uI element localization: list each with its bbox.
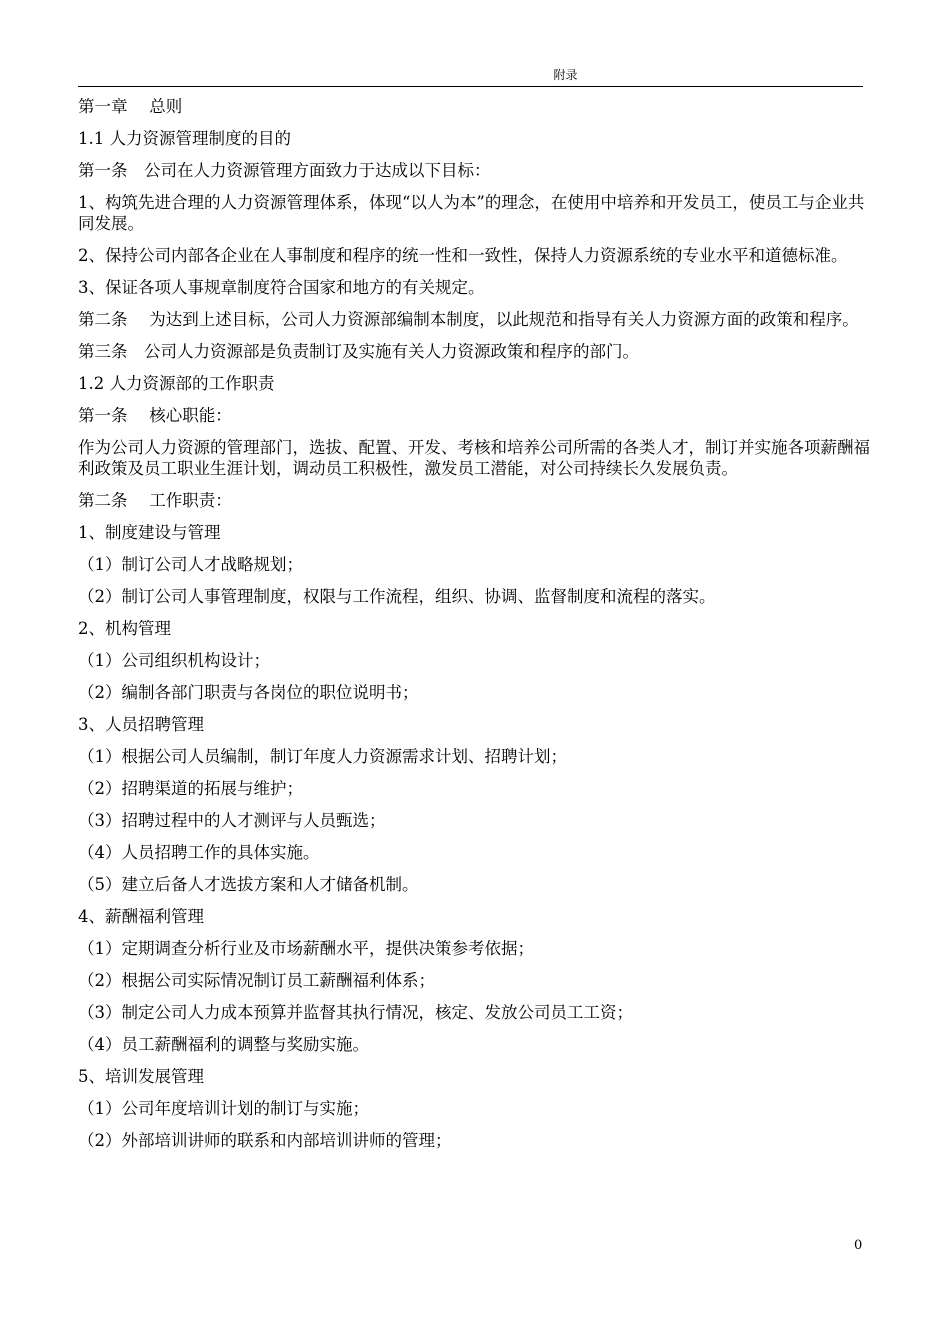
list-paragraph: 1、构筑先进合理的人力资源管理体系，体现“以人为本”的理念，在使用中培养和开发员工，使员工与企业共同发展。	[78, 193, 865, 233]
article-paragraph: 第一条 公司在人力资源管理方面致力于达成以下目标：	[78, 161, 491, 180]
list-item: （1）制订公司人才战略规划；	[78, 555, 303, 574]
list-item: （3）制定公司人力成本预算并监督其执行情况，核定、发放公司员工工资；	[78, 1003, 633, 1022]
list-item: （3）招聘过程中的人才测评与人员甄选；	[78, 811, 386, 830]
list-item: （4）人员招聘工作的具体实施。	[78, 843, 320, 862]
list-paragraph: 3、保证各项人事规章制度符合国家和地方的有关规定。	[78, 278, 485, 297]
list-item: （2）根据公司实际情况制订员工薪酬福利体系；	[78, 971, 435, 990]
list-item: （2）制订公司人事管理制度，权限与工作流程，组织、协调、监督制度和流程的落实。	[78, 587, 716, 606]
header-title: 附录	[553, 68, 578, 82]
body-paragraph: 作为公司人力资源的管理部门，选拔、配置、开发、考核和培养公司所需的各类人才，制订并实施各项薪酬福利政策及员工职业生涯计划，调动员工积极性，激发员工潜能，对公司持续长久发展负责。	[78, 438, 870, 478]
article-paragraph: 第三条 公司人力资源部是负责制订及实施有关人力资源政策和程序的部门。	[78, 342, 639, 361]
list-heading: 1、制度建设与管理	[78, 523, 221, 542]
article-paragraph: 第二条 为达到上述目标，公司人力资源部编制本制度，以此规范和指导有关人力资源方面的政策和程序。	[78, 310, 859, 329]
chapter-title: 第一章 总则	[78, 97, 183, 116]
section-heading: 1.1 人力资源管理制度的目的	[78, 129, 291, 148]
list-item: （2）招聘渠道的拓展与维护；	[78, 779, 303, 798]
list-heading: 2、机构管理	[78, 619, 171, 638]
list-heading: 3、人员招聘管理	[78, 715, 204, 734]
list-item: （1）公司年度培训计划的制订与实施；	[78, 1099, 369, 1118]
list-paragraph: 2、保持公司内部各企业在人事制度和程序的统一性和一致性，保持人力资源系统的专业水平和道德标准。	[78, 246, 848, 265]
list-item: （1）公司组织机构设计；	[78, 651, 270, 670]
article-paragraph: 第二条 工作职责：	[78, 491, 232, 510]
list-heading: 4、薪酬福利管理	[78, 907, 204, 926]
list-item: （1）根据公司人员编制，制订年度人力资源需求计划、招聘计划；	[78, 747, 567, 766]
page-number: 0	[854, 1238, 863, 1253]
list-item: （2）外部培训讲师的联系和内部培训讲师的管理；	[78, 1131, 452, 1150]
list-item: （2）编制各部门职责与各岗位的职位说明书；	[78, 683, 419, 702]
document-body	[78, 96, 873, 1162]
list-item: （1）定期调查分析行业及市场薪酬水平，提供决策参考依据；	[78, 939, 534, 958]
list-item: （5）建立后备人才选拔方案和人才储备机制。	[78, 875, 419, 894]
article-paragraph: 第一条 核心职能：	[78, 406, 232, 425]
list-item: （4）员工薪酬福利的调整与奖励实施。	[78, 1035, 369, 1054]
list-heading: 5、培训发展管理	[78, 1067, 204, 1086]
section-heading: 1.2 人力资源部的工作职责	[78, 374, 275, 393]
page-header	[78, 66, 863, 87]
